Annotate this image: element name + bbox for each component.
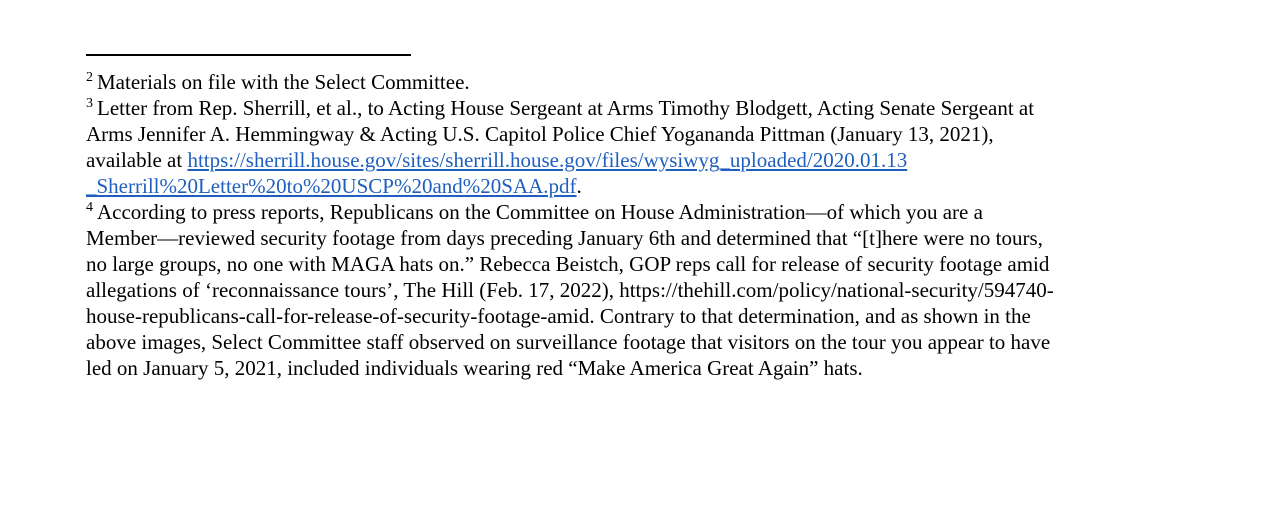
sherrill-letter-link[interactable]: https://sherrill.house.gov/sites/sherrill.house.gov/files/wysiwyg_uploaded/2020.01.13 — [187, 148, 908, 172]
footnote-number: 4 — [86, 200, 93, 215]
footnote-text: allegations of ‘reconnaissance tours’, The Hill (Feb. 17, 2022), https://thehill.com/policy/national-security/594740- — [86, 278, 1054, 302]
footnote-text: . — [576, 174, 582, 198]
footnote-text: Letter from Rep. Sherrill, et al., to Acting House Sergeant at Arms Timothy Blodgett, Acting Senate Sergeant at — [97, 96, 1035, 120]
footnote-number: 3 — [86, 96, 93, 111]
sherrill-letter-link-continued[interactable]: _Sherrill%20Letter%20to%20USCP%20and%20SAA.pdf — [86, 174, 577, 198]
footnote-number: 2 — [86, 70, 93, 85]
footnote-separator-rule — [86, 54, 411, 56]
footnotes-section — [86, 69, 1146, 381]
footnote-text: Arms Jennifer A. Hemmingway & Acting U.S. Capitol Police Chief Yogananda Pittman (January 13, 2021), — [86, 122, 994, 146]
footnote-text: no large groups, no one with MAGA hats on.” Rebecca Beistch, GOP reps call for release of security footage amid — [86, 252, 1050, 276]
footnote-text: Materials on file with the Select Committee. — [97, 70, 470, 94]
footnote-text: above images, Select Committee staff observed on surveillance footage that visitors on the tour you appear to have — [86, 330, 1051, 354]
footnote-text: led on January 5, 2021, included individuals wearing red “Make America Great Again” hats. — [86, 356, 863, 380]
footnote-text: According to press reports, Republicans on the Committee on House Administration—of which you are a — [97, 200, 983, 224]
footnote-3 — [86, 95, 1146, 199]
footnote-text: available at — [86, 148, 188, 172]
footnote-text: house-republicans-call-for-release-of-security-footage-amid. Contrary to that determination, and as shown in the — [86, 304, 1031, 328]
footnote-text: Member—reviewed security footage from days preceding January 6th and determined that “[t]here were no tours, — [86, 226, 1043, 250]
footnote-2 — [86, 69, 1146, 95]
footnote-4 — [86, 199, 1146, 381]
